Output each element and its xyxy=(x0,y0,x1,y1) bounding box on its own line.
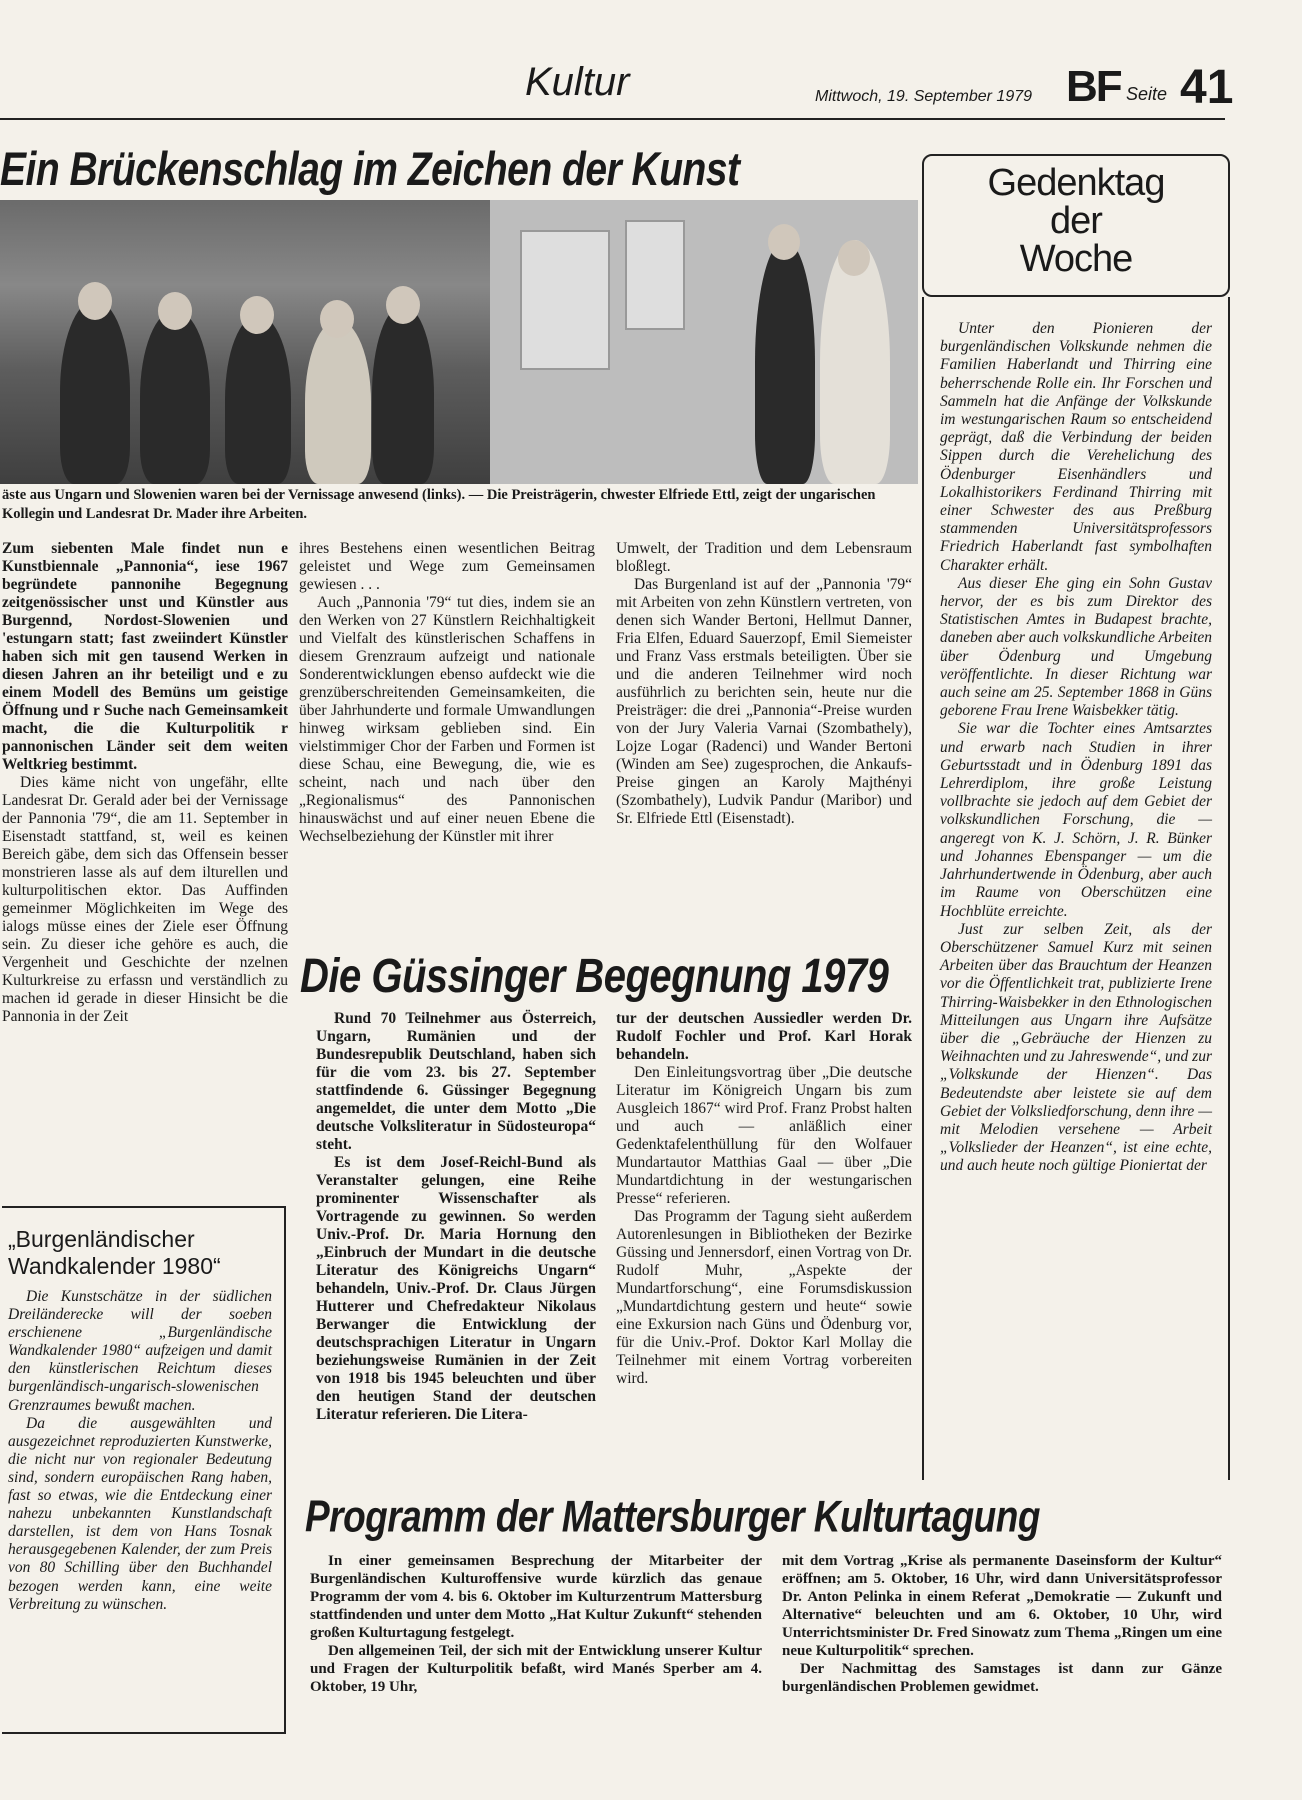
mattersburg-headline: Programm der Mattersburger Kulturtagung xyxy=(305,1492,1040,1542)
mattersburg-paragraph: Den allgemeinen Teil, der sich mit der Entwicklung unserer Kultur und Fragen der Kulturpolitik befaßt, wird Manés Sperber am 4. Oktober, 19 Uhr, xyxy=(310,1643,762,1695)
guessing-paragraph: Rund 70 Teilnehmer aus Österreich, Ungarn, Rumänien und der Bundesrepublik Deutschland, haben sich für die vom 23. bis 27. September stattfindende 6. Güssinger Begegnung angemeldet, die unter dem Motto „Die deutsche Volksliteratur in Südosteuropa“ steht. xyxy=(316,1010,596,1153)
header-rule xyxy=(0,118,1225,120)
article-column-2 xyxy=(299,540,595,846)
gedenktag-text xyxy=(940,320,1212,1176)
gedenktag-title xyxy=(924,164,1228,278)
page-label: Seite xyxy=(1126,84,1168,104)
article-column-1 xyxy=(2,540,288,1026)
mattersburg-column-1 xyxy=(310,1552,762,1696)
photo-person xyxy=(225,315,291,484)
photo-person xyxy=(60,300,130,484)
wandkalender-text xyxy=(8,1288,272,1614)
gedenktag-title-line: Woche xyxy=(1019,238,1133,280)
article-paragraph: ihres Bestehens einen wesentlichen Beitrag geleistet und Wege zum Gemeinsamen gewiesen . . . xyxy=(299,540,595,593)
wandkalender-paragraph: Die Kunstschätze in der südlichen Dreiländerecke will der soeben erschienene „Burgenländische Wandkalender 1980“ aufzeigen und damit den künstlerischen Reichtum dieses burgenländisch-ungarisch-slowenischen Grenzraumes bewußt machen. xyxy=(8,1288,272,1414)
photo-person xyxy=(755,240,815,484)
guessing-column-2 xyxy=(616,1010,912,1388)
guessing-headline: Die Güssinger Begegnung 1979 xyxy=(300,950,889,1003)
mattersburg-paragraph: mit dem Vortrag „Krise als permanente Daseinsform der Kultur“ eröffnen; am 5. Oktober, 16 Uhr, wird dann Universitätsprofessor Dr. Anton Pelinka in einem Referat „Demokratie — Zukunft und Alternative“ beleuchten und am 6. Oktober, 10 Uhr, wird Unterrichtsminister Dr. Fred Sinowatz zum Thema „Ringen um eine neue Kulturpolitik“ sprechen. xyxy=(782,1553,1222,1659)
gedenktag-paragraph: Unter den Pionieren der burgenländischen Volkskunde nehmen die Familien Haberlandt und Thirring eine beherrschende Rolle ein. Ihr Forschen und Sammeln hat die Anfänge der Volkskunde im westungarischen Raum so entscheidend geprägt, daß die Verbindung der beiden Sippen durch die Verehelichung des Ödenburger Eisenhändlers und Lokalhistorikers Ferdinand Thirring mit einer Schwester des aus Preßburg stammenden Universitätsprofessors Friedrich Haberlandt fast symbolhaften Charakter erhält. xyxy=(940,320,1212,574)
gedenktag-paragraph: Just zur selben Zeit, als der Oberschützener Samuel Kurz mit seinen Arbeiten über das Brauchtum der Heanzen vor die Öffentlichkeit trat, publizierte Irene Thirring-Waisbekker in den Ethnologischen Mitteilungen aus Ungarn ihre Aufsätze über die „Gebräuche der Hienzen zu Weihnachten und zu Jahreswende“, und zur „Volkskunde der Hienzen“. Das Bedeutendste aber leistete sie auf dem Gebiet der Volksliedforschung, denn ihre — mit Melodien versehene — Arbeit „Volkslieder der Heanzen“, ist eine echte, und auch heute noch gültige Pioniertat der xyxy=(940,920,1212,1175)
article-paragraph: Auch „Pannonia '79“ tut dies, indem sie an den Werken von 27 Künstlern Reichhaltigkeit und Vielfalt des künstlerischen Schaffens in diesem Grenzraum aufzeigt und nationale Sonderentwicklungen ebenso aufdeckt wie die grenzüberschreitenden Gemeinsamkeiten, die über Jahrhunderte und formale Umwandlungen hinweg wirksam geblieben sind. Ein vielstimmiger Chor der Farben und Formen ist diese Schau, eine Bewegung, die, wie es scheint, nach und nach über den „Regionalismus“ des Pannonischen hinauswächst und auf einer neuen Ebene die Wechselbeziehung der Künstler mit ihrer xyxy=(299,594,595,845)
gedenktag-box xyxy=(922,154,1230,297)
page-number: 41 xyxy=(1180,61,1234,114)
photo-person xyxy=(372,305,434,484)
photo-head xyxy=(240,296,274,334)
photo-head xyxy=(386,286,420,324)
gedenktag-title-line: Gedenktag xyxy=(987,162,1165,204)
photo-person xyxy=(305,320,371,484)
article-paragraph: Umwelt, der Tradition und dem Lebensraum bloßlegt. xyxy=(616,540,912,575)
photo-head xyxy=(158,292,192,330)
photo-head xyxy=(320,300,354,338)
photo-head xyxy=(768,224,800,260)
photo-caption: äste aus Ungarn und Slowenien waren bei der Vernissage anwesend (links). — Die Preisträgerin, chwester Elfriede Ettl, zeigt der ungarischen Kollegin und Landesrat Dr. Mader ihre Arbeiten. xyxy=(2,487,876,522)
issue-date: Mittwoch, 19. September 1979 xyxy=(815,88,1033,105)
guessing-paragraph: Das Programm der Tagung sieht außerdem Autorenlesungen in Bibliotheken der Bezirke Güssing und Jennersdorf, einen Vortrag von Dr. Rudolf Muhr, „Aspekte der Mundartforschung“, eine Forumsdiskussion „Mundartdichtung gestern und heute“ sowie eine Exkursion nach Güns und Ödenburg vor, für die Univ.-Prof. Doktor Karl Mollay die Teilnehmer mit einem Vortrag vorbereiten wird. xyxy=(616,1208,912,1387)
newspaper-logo: BF xyxy=(1066,62,1121,111)
mattersburg-paragraph: Der Nachmittag des Samstages ist dann zur Gänze burgenländischen Problemen gewidmet. xyxy=(782,1661,1222,1695)
guessing-paragraph: tur der deutschen Aussiedler werden Dr. Rudolf Fochler und Prof. Karl Horak behandeln. xyxy=(616,1010,912,1063)
gedenktag-paragraph: Sie war die Tochter eines Amtsarztes und erwarb nach Studien in ihrer Geburtsstadt und in Ödenburg 1891 das Lehrerdiplom, ihre große Leistung vollbrachte sie jedoch auf dem Gebiet der volkskundlichen Forschung, die — angeregt von K. J. Schörn, J. R. Bünker und Johannes Ebenspanger — um die Jahrhundertwende in Ödenburg, aber auch im Raume von Oberschützen eine Hochblüte erreichte. xyxy=(940,720,1212,920)
wandkalender-paragraph: Da die ausgewählten und ausgezeichnet reproduzierten Kunstwerke, die nicht nur von regionaler Bedeutung sind, sondern europäischen Rang haben, fast so etwas, wie die Entdeckung einer nahezu unbekannten Kunstlandschaft darstellen, ist dem von Hans Tosnak herausgegebenen Kalender, der zum Preis von 80 Schilling über den Buchhandel bezogen werden kann, eine weite Verbreitung zu wünschen. xyxy=(8,1414,272,1613)
photo-person xyxy=(820,240,890,484)
guessing-column-1 xyxy=(316,1010,596,1424)
guessing-paragraph: Es ist dem Josef-Reichl-Bund als Veranstalter gelungen, eine Reihe prominenter Wissenschafter als Vortragende zu gewinnen. So werden Univ.-Prof. Dr. Maria Hornung den „Einbruch der Mundart in die deutsche Literatur des Königreichs Ungarn“ behandeln, Univ.-Prof. Dr. Claus Jürgen Hutterer und Chefredakteur Nikolaus Berwanger die Entwicklung der deutschsprachigen Literatur in Ungarn beziehungsweise Rumänien in der Zeit von 1918 bis 1945 beleuchten und über den heutigen Stand der deutschen Literatur referieren. Die Litera- xyxy=(316,1154,596,1423)
column-rule xyxy=(1228,297,1230,1480)
gedenktag-title-line: der xyxy=(1050,200,1102,242)
main-headline: Ein Brückenschlag im Zeichen der Kunst xyxy=(0,144,740,196)
column-rule xyxy=(922,297,924,1480)
photo-person xyxy=(140,310,210,484)
photo-artwork xyxy=(520,230,610,370)
photo-head xyxy=(78,282,112,320)
wandkalender-title: „Burgenländischer Wandkalender 1980“ xyxy=(8,1226,221,1279)
guessing-paragraph: Den Einleitungsvortrag über „Die deutsche Literatur im Königreich Ungarn bis zum Ausgleich 1867“ wird Prof. Franz Probst halten und auch — anläßlich einer Gedenktafelenthüllung für den Wolfauer Mundartautor Matthias Gaal — über „Die Mundartdichtung in der westungarischen Presse“ referieren. xyxy=(616,1064,912,1207)
mattersburg-column-2 xyxy=(782,1552,1222,1696)
photo-head xyxy=(838,240,870,276)
article-column-3 xyxy=(616,540,912,828)
gedenktag-paragraph: Aus dieser Ehe ging ein Sohn Gustav hervor, der es bis zum Direktor des Statistischen Amtes in Budapest brachte, daneben aber auch volkskundliche Arbeiten über Ödenburg und Umgebung veröffentlichte. In dieser Richtung war auch seine am 25. September 1868 in Güns geborene Frau Irene Waisbekker tätig. xyxy=(940,574,1212,720)
vernissage-photo xyxy=(0,200,918,484)
article-lead: Zum siebenten Male findet nun e Kunstbiennale „Pannonia“, iese 1967 begründete pannonihe Begegnung zeitgenössischer unst und Künstler aus Burgennd, Nordost-Slowenien und 'estungarn statt; fast zweiindert Künstler haben sich mit gen tausend Werken in diesen Jahren an ihr beteiligt und e zu einem Modell des Bemüns um geistige Öffnung und r Suche nach Gemeinsamkeit macht, die die Kulturpolitik r pannonischen Länder seit dem weiten Weltkrieg bestimmt. xyxy=(2,540,288,773)
mattersburg-paragraph: In einer gemeinsamen Besprechung der Mitarbeiter der Burgenländischen Kulturoffensive wurde kürzlich das genaue Programm der vom 4. bis 6. Oktober im Kulturzentrum Mattersburg stattfindenden und unter dem Motto „Hat Kultur Zukunft“ stehenden großen Kulturtagung festgelegt. xyxy=(310,1553,762,1641)
section-title: Kultur xyxy=(525,60,630,104)
article-paragraph: Dies käme nicht von ungefähr, ellte Landesrat Dr. Gerald ader bei der Vernissage der Pannonia '79“, die am 11. September in Eisenstadt stattfand, st, weil es keinen Bereich gäbe, dem sich das Offensein besser monstrieren lasse als auf dem ilturellen und kulturpolitischen ektor. Das Auffinden gemeinmer Möglichkeiten im Wege des ialogs müsse eines der Ziele eser Öffnung sein. Zu dieser iche gehöre es auch, die Vergenheit und Geschichte der nzelnen Kulturkreise zu erfassn und verständlich zu machen id gerade in dieser Hinsicht be die Pannonia in der Zeit xyxy=(2,774,288,1025)
photo-artwork xyxy=(625,220,685,330)
article-paragraph: Das Burgenland ist auf der „Pannonia '79“ mit Arbeiten von zehn Künstlern vertreten, von denen sich Wander Bertoni, Hellmut Danner, Fria Elfen, Eduard Sauerzopf, Emil Siemeister und Franz Vass erstmals beteiligten. Über sie und die anderen Teilnehmer wird noch ausführlich zu berichten sein, heute nur die Preisträger: die drei „Pannonia“-Preise wurden von der Jury Valeria Varnai (Szombathely), Lojze Logar (Radenci) und Wander Bertoni (Winden am See) zugesprochen, die Ankaufs-Preise gingen an Karoly Majthényi (Szombathely), Ludvik Pandur (Maribor) und Sr. Elfriede Ettl (Eisenstadt). xyxy=(616,576,912,827)
